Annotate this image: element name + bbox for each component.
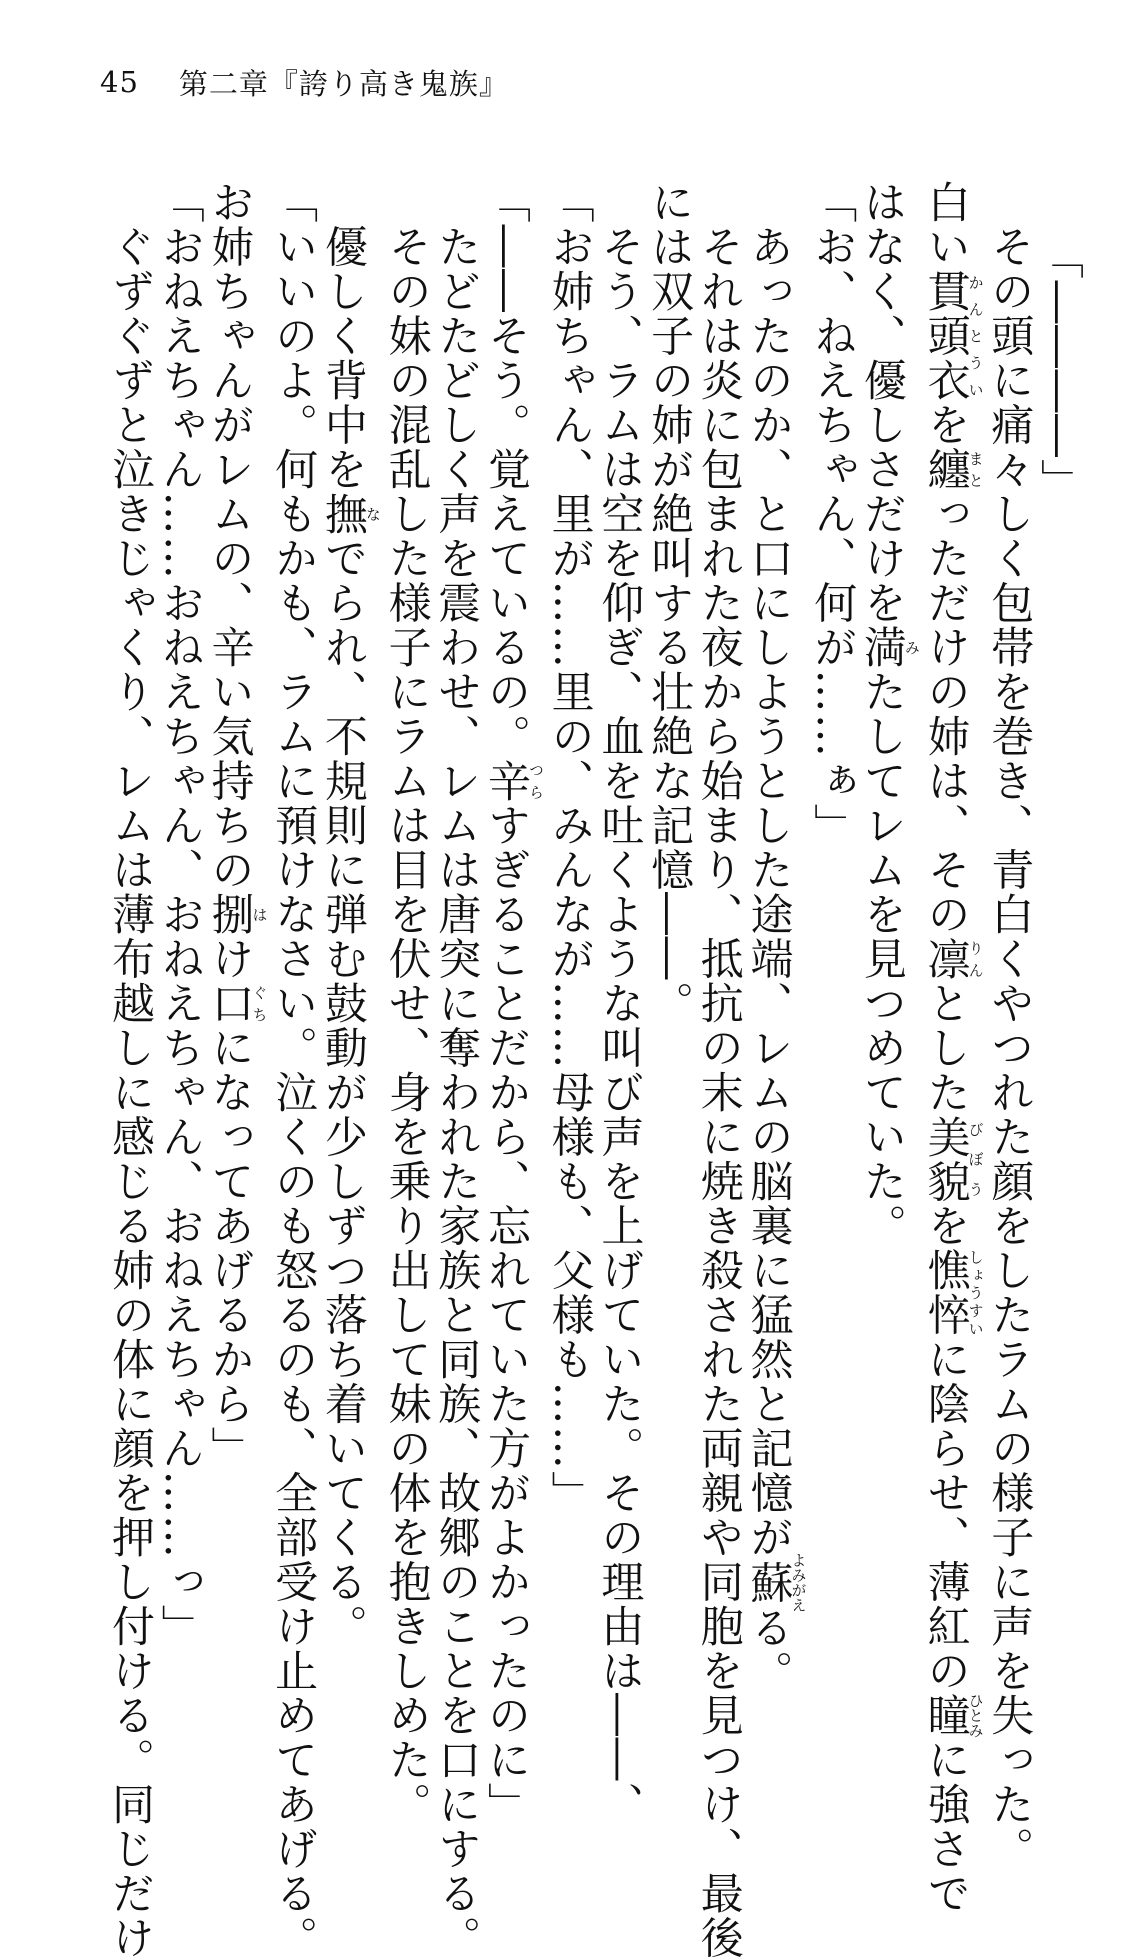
text-segment: に陰らせ、薄紅の [920, 1337, 971, 1693]
text-segment: け [204, 936, 255, 981]
text-segment: でられ、不規則に弾む鼓動が少しずつ落ち着いてくる。 [317, 536, 368, 1649]
text-line [544, 180, 594, 1630]
text-segment: には双子の姉が絶叫する壮絶な記憶――。 [644, 180, 695, 1026]
ruby-annotation: 憔悴しょうすい [920, 1248, 985, 1337]
text-segment: 「いいのよ。何もかも、ラムに預けなさい。泣くのも怒るのも、全部受け止めてあげる。 [268, 180, 319, 1960]
text-line [743, 180, 808, 1695]
furigana: ぐち [250, 981, 269, 1026]
text-segment: その妹の混乱した様子にラムは目を伏せ、身を乗り出して妹の体を抱きしめた。 [381, 180, 432, 1827]
furigana: まと [966, 447, 985, 492]
text-segment: その頭に痛々しく包帯を巻き、青白くやつれた顔をしたラムの様子に声を失った。 [984, 180, 1035, 1871]
text-segment: そう、ラムは空を仰ぎ、血を吐くような叫び声を上げていた。その理由は――、 [594, 180, 645, 1827]
text-line [431, 180, 482, 1960]
text-line [984, 180, 1035, 1871]
chapter-title: 『誇り高き鬼族』 [268, 66, 509, 101]
ruby-annotation: 美貌びぼう [920, 1114, 985, 1204]
furigana: かんとうい [966, 269, 985, 403]
text-segment: を [920, 1203, 971, 1248]
text-line [1033, 236, 1083, 1630]
furigana: しょうすい [966, 1248, 985, 1337]
text-line [381, 180, 432, 1827]
ruby-annotation: 満み [856, 625, 921, 670]
text-segment: それは炎に包まれた夜から始まり、抵抗の末に焼き殺された両親や同胞を見つけ、最後 [693, 180, 744, 1960]
text-segment: はなく、優しさだけを [856, 180, 907, 625]
text-segment: たしてレムを見つめていた。 [856, 669, 907, 1248]
text-segment: に強さで [920, 1737, 971, 1916]
text-line [856, 180, 920, 1630]
text-line [104, 180, 156, 1960]
text-line [643, 180, 693, 1630]
text-segment: になってあげるから」 [204, 1025, 255, 1471]
text-segment: とした [920, 981, 971, 1115]
text-segment: 「お姉ちゃん、里が……里の、みんなが……母様も、父様も……」 [544, 180, 595, 1515]
text-segment: る。 [743, 1605, 794, 1695]
ruby-annotation: 蘇よみがえ [743, 1552, 808, 1613]
ruby-annotation: 捌は [204, 892, 269, 937]
furigana: は [250, 892, 269, 937]
ruby-annotation: 瞳ひとみ [920, 1692, 985, 1738]
vertical-body-text [63, 180, 1084, 1960]
furigana: よみがえ [789, 1552, 808, 1613]
text-segment: 「――――」 [1034, 236, 1084, 503]
furigana: つら [526, 758, 545, 803]
text-line [204, 180, 268, 1630]
text-segment: っただけの姉は、その [920, 491, 971, 937]
text-line [806, 180, 856, 1630]
ruby-annotation: 凛りん [920, 936, 985, 981]
text-line [594, 180, 645, 1827]
ruby-annotation: 纏まと [920, 447, 985, 492]
text-line [267, 180, 319, 1960]
ruby-annotation: 貫頭衣かんとうい [920, 269, 985, 403]
furigana: りん [966, 936, 985, 981]
furigana: み [902, 625, 921, 670]
text-segment: 「お、ねえちゃん、何が……ぁ」 [807, 180, 858, 848]
text-line [920, 180, 985, 1916]
text-segment: お姉ちゃんがレムの、辛い気持ちの [204, 180, 255, 892]
chapter-label: 第二章 [178, 66, 269, 101]
page-number: 45 [100, 65, 139, 99]
furigana: な [363, 491, 382, 536]
furigana: びぼう [966, 1114, 985, 1204]
text-segment: を [920, 402, 971, 447]
running-header [100, 62, 509, 102]
text-line [317, 180, 382, 1649]
furigana: ひとみ [966, 1692, 985, 1738]
ruby-annotation: 撫な [317, 491, 382, 536]
text-segment: 白い [920, 180, 971, 269]
text-segment: あったのか、と口にしようとした途端、レムの脳裏に猛然と記憶が [743, 180, 794, 1560]
text-line [154, 180, 205, 1649]
ruby-annotation: 口ぐち [204, 981, 269, 1026]
text-segment: 優しく背中を [317, 180, 368, 492]
ruby-annotation: 辛つら [480, 758, 545, 803]
text-segment: 「――そう。覚えているの。 [480, 180, 531, 759]
text-segment: 「おねえちゃん……おねえちゃん、おねえちゃん、おねえちゃん……っ」 [154, 180, 205, 1649]
text-segment: すぎることだから、忘れていた方がよかったのに」 [480, 803, 531, 1827]
text-line [693, 180, 744, 1960]
text-segment: ぐずぐずと泣きじゃくり、レムは薄布越しに感じる姉の体に顔を押し付ける。同じだけ [105, 180, 156, 1960]
text-line [480, 180, 545, 1827]
text-segment: たどたどしく声を震わせ、レムは唐突に奪われた家族と同族、故郷のことを口にする。 [431, 180, 482, 1960]
